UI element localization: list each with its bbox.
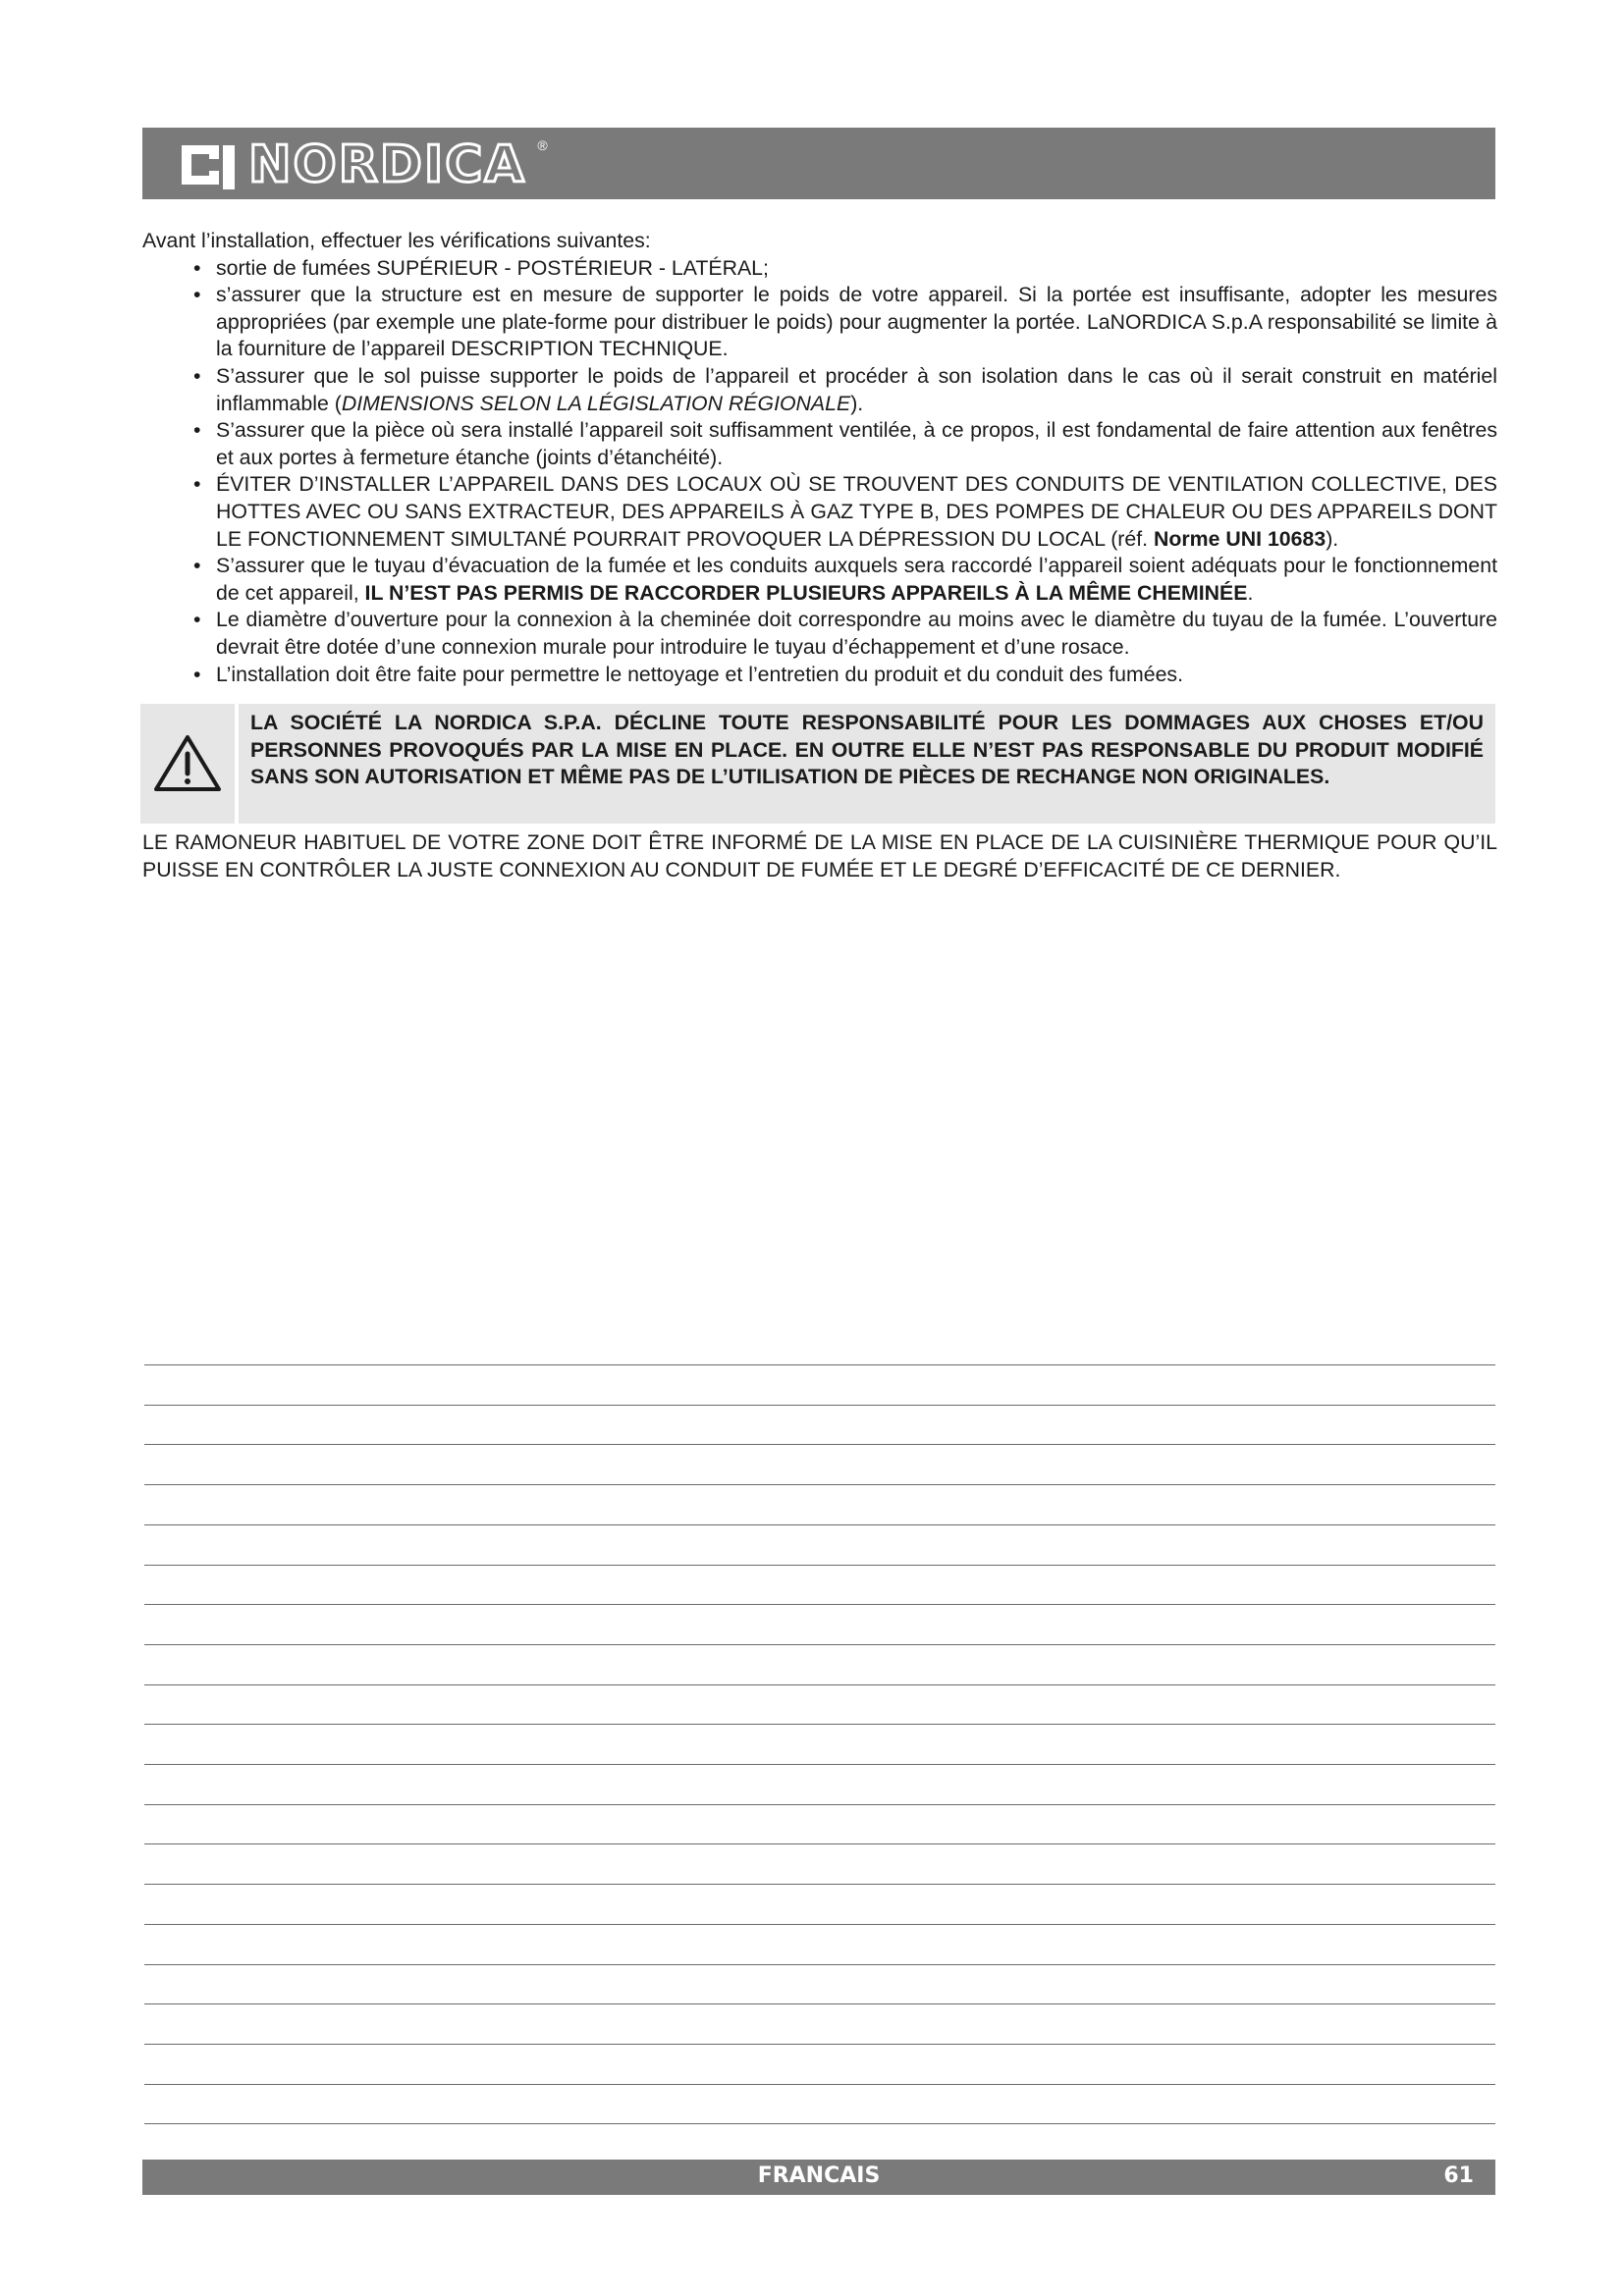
logo-wordmark: NORDICA: [248, 135, 526, 194]
item-text: S’assurer que la pièce où sera installé l’appareil soit suffisamment ventilée, à ce propos, il est fondamental de faire attention aux fenêtres et aux portes à fermeture étanche (joints d’étanchéité).: [216, 418, 1497, 469]
verification-item: [142, 255, 1497, 283]
bullet-icon: •: [193, 283, 201, 307]
note-line: [144, 2123, 1495, 2124]
bullet-icon: •: [193, 554, 201, 578]
verification-item: [142, 363, 1497, 417]
bullet-icon: •: [193, 255, 201, 280]
logo-mark-icon: [178, 137, 239, 192]
note-line: [144, 1444, 1495, 1445]
verification-item: [142, 662, 1497, 689]
note-line: [144, 1364, 1495, 1365]
bullet-icon: •: [193, 608, 201, 632]
la-nordica-logo: [178, 135, 548, 194]
note-line: [144, 1484, 1495, 1485]
item-text: S’assurer que le sol puisse supporter le poids de l’appareil et procéder à son isolation dans le cas où il serait construit en matériel inflammable (: [216, 363, 1497, 415]
warning-box: [140, 704, 1495, 824]
note-line: [144, 1804, 1495, 1805]
verification-item: [142, 282, 1497, 363]
note-line: [144, 1884, 1495, 1885]
item-text: .: [1247, 580, 1254, 605]
note-line: [144, 2003, 1495, 2004]
note-line: [144, 1764, 1495, 1765]
item-text: ).: [1326, 526, 1339, 551]
note-line: [144, 2084, 1495, 2085]
chimney-sweep-notice: LE RAMONEUR HABITUEL DE VOTRE ZONE DOIT ÊTRE INFORMÉ DE LA MISE EN PLACE DE LA CUISINIÈRE THERMIQUE POUR QU’IL PUISSE EN CONTRÔLER LA JUSTE CONNEXION AU CONDUIT DE FUMÉE ET LE DEGRÉ D’EFFICACITÉ DE CE DERNIER.: [142, 830, 1497, 881]
note-line: [144, 1924, 1495, 1925]
note-line: [144, 1644, 1495, 1645]
bullet-icon: •: [193, 418, 201, 443]
note-line: [144, 2044, 1495, 2045]
bullet-icon: •: [193, 363, 201, 388]
note-line: [144, 1843, 1495, 1844]
registered-mark: ®: [537, 137, 548, 153]
note-line: [144, 1684, 1495, 1685]
verification-item: [142, 471, 1497, 553]
note-line: [144, 1964, 1495, 1965]
verification-list: [142, 255, 1497, 689]
item-text: sortie de fumées SUPÉRIEUR - POSTÉRIEUR - LATÉRAL;: [216, 255, 769, 280]
item-text: L’installation doit être faite pour permettre le nettoyage et l’entretien du produit et du conduit des fumées.: [216, 662, 1184, 686]
item-text: Le diamètre d’ouverture pour la connexion à la cheminée doit correspondre au moins avec le diamètre du tuyau de la fumée. L’ouverture devrait être dotée d’une connexion murale pour introduire le tuyau d’échappement et d’une rosace.: [216, 608, 1497, 659]
note-line: [144, 1405, 1495, 1406]
item-text: s’assurer que la structure est en mesure de supporter le poids de votre appareil. Si la portée est insuffisante, adopter les mesures appropriées (par exemple une plate-forme pour distribuer le poids) pour augmenter la portée. LaNORDICA S.p.A responsabilité se limite à la fourniture de l’appareil DESCRIPTION TECHNIQUE.: [216, 283, 1497, 361]
verification-item: [142, 607, 1497, 661]
bold-text: Norme UNI 10683: [1153, 526, 1326, 551]
verification-item: [142, 417, 1497, 471]
header-bar: [142, 128, 1495, 199]
bullet-icon: •: [193, 472, 201, 497]
item-text: ).: [850, 391, 864, 415]
footer-language: FRANCAIS: [757, 2163, 881, 2188]
note-line: [144, 1565, 1495, 1566]
bullet-icon: •: [193, 662, 201, 686]
warning-icon-cell: [140, 704, 235, 824]
note-line: [144, 1724, 1495, 1725]
item-text: S’assurer que le tuyau d’évacuation de la fumée et les conduits auxquels sera raccordé l’appareil soient adéquats pour le fonctionnement de cet appareil,: [216, 554, 1497, 605]
italic-text: DIMENSIONS SELON LA LÉGISLATION RÉGIONALE: [341, 391, 851, 415]
verification-item: [142, 553, 1497, 607]
intro-text: Avant l’installation, effectuer les vérifications suivantes:: [142, 229, 651, 252]
warning-text: LA SOCIÉTÉ LA NORDICA S.P.A. DÉCLINE TOUTE RESPONSABILITÉ POUR LES DOMMAGES AUX CHOSES ET/OU PERSONNES PROVOQUÉS PAR LA MISE EN PLACE. EN OUTRE ELLE N’EST PAS RESPONSABLE DU PRODUIT MODIFIÉ SANS SON AUTORISATION ET MÊME PAS DE L’UTILISATION DE PIÈCES DE RECHANGE NON ORIGINALES.: [239, 704, 1495, 824]
warning-icon: [152, 732, 223, 795]
bold-text: IL N’EST PAS PERMIS DE RACCORDER PLUSIEURS APPAREILS À LA MÊME CHEMINÉE: [364, 580, 1248, 605]
main-content: [142, 228, 1497, 905]
item-text: ÉVITER D’INSTALLER L’APPAREIL DANS DES LOCAUX OÙ SE TROUVENT DES CONDUITS DE VENTILATION COLLECTIVE, DES HOTTES AVEC OU SANS EXTRACTEUR, DES APPAREILS À GAZ TYPE B, DES POMPES DE CHALEUR OU DES APPAREILS DONT LE FONCTIONNEMENT SIMULTANÉ POURRAIT PROVOQUER LA DÉPRESSION DU LOCAL (réf.: [216, 472, 1497, 551]
footer-bar: [142, 2160, 1495, 2195]
note-line: [144, 1604, 1495, 1605]
note-line: [144, 1524, 1495, 1525]
page-number: 61: [1443, 2163, 1474, 2188]
